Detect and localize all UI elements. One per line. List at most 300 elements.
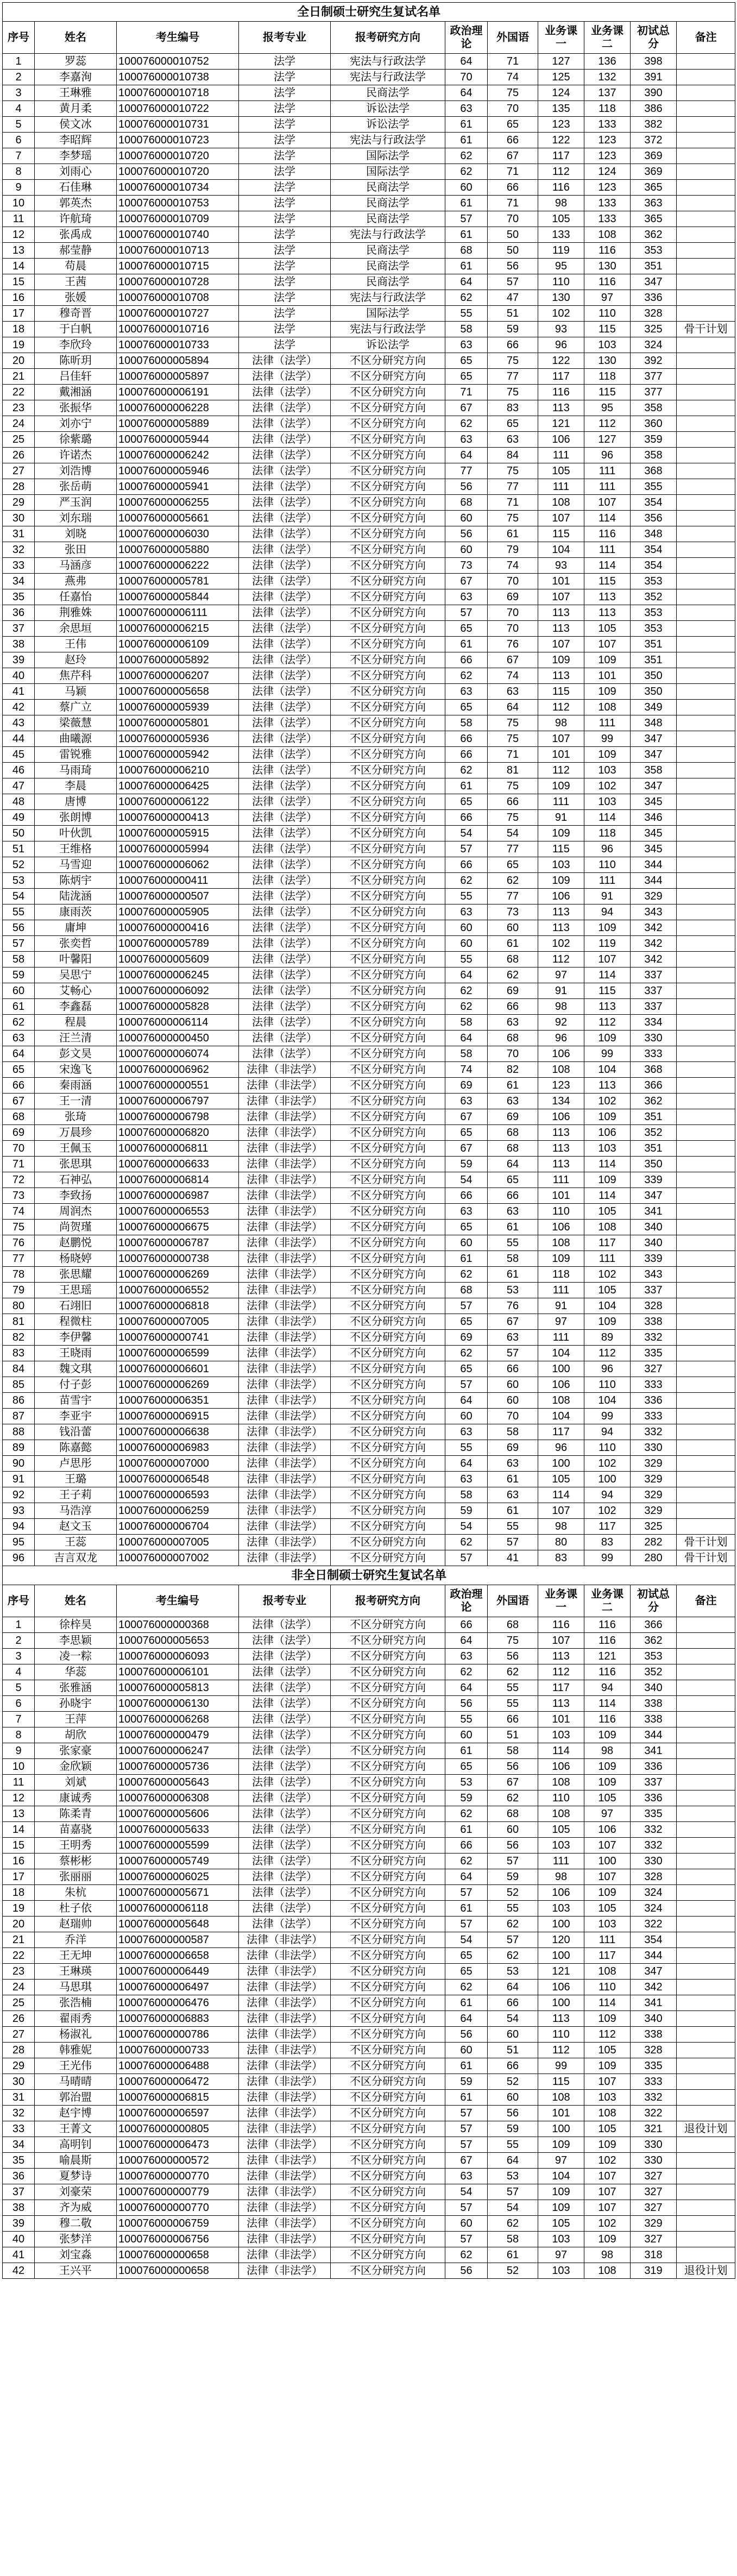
direction-cell: 不区分研究方向 bbox=[331, 637, 445, 652]
candidate-id-cell: 100076000007002 bbox=[117, 1550, 239, 1566]
foreign-language-score-cell: 63 bbox=[488, 1204, 538, 1220]
course1-score-cell: 98 bbox=[538, 999, 584, 1015]
foreign-language-score-cell: 75 bbox=[488, 511, 538, 526]
table-row bbox=[3, 274, 735, 290]
seq-cell: 15 bbox=[3, 274, 35, 290]
politics-score-cell: 67 bbox=[445, 1109, 488, 1125]
remark-cell bbox=[677, 952, 735, 967]
direction-cell: 不区分研究方向 bbox=[331, 684, 445, 700]
major-cell: 法律（非法学） bbox=[239, 2043, 331, 2058]
name-cell: 翟雨秀 bbox=[35, 2011, 117, 2027]
column-header: 业务课一 bbox=[538, 1585, 584, 1617]
name-cell: 陈柔青 bbox=[35, 1806, 117, 1822]
total-score-cell: 324 bbox=[631, 1901, 677, 1917]
column-header: 业务课一 bbox=[538, 22, 584, 54]
remark-cell bbox=[677, 526, 735, 542]
course1-score-cell: 106 bbox=[538, 1980, 584, 1995]
course2-score-cell: 133 bbox=[584, 196, 631, 211]
total-score-cell: 330 bbox=[631, 2153, 677, 2169]
seq-cell: 62 bbox=[3, 1015, 35, 1031]
total-score-cell: 338 bbox=[631, 1314, 677, 1330]
seq-cell: 36 bbox=[3, 605, 35, 621]
candidate-id-cell: 100076000005606 bbox=[117, 1806, 239, 1822]
course1-score-cell: 111 bbox=[538, 479, 584, 495]
remark-cell: 退役计划 bbox=[677, 2121, 735, 2137]
course2-score-cell: 105 bbox=[584, 1204, 631, 1220]
remark-cell bbox=[677, 1141, 735, 1157]
total-score-cell: 398 bbox=[631, 54, 677, 70]
name-cell: 陈炳宇 bbox=[35, 873, 117, 889]
foreign-language-score-cell: 55 bbox=[488, 1680, 538, 1696]
foreign-language-score-cell: 60 bbox=[488, 920, 538, 936]
total-score-cell: 347 bbox=[631, 274, 677, 290]
politics-score-cell: 62 bbox=[445, 1346, 488, 1361]
table-row bbox=[3, 2153, 735, 2169]
major-cell: 法律（法学） bbox=[239, 700, 331, 715]
course1-score-cell: 111 bbox=[538, 1172, 584, 1188]
name-cell: 杜子依 bbox=[35, 1901, 117, 1917]
total-score-cell: 362 bbox=[631, 1633, 677, 1649]
candidate-id-cell: 100076000006062 bbox=[117, 857, 239, 873]
direction-cell: 不区分研究方向 bbox=[331, 1964, 445, 1980]
candidate-id-cell: 100076000005942 bbox=[117, 747, 239, 763]
foreign-language-score-cell: 55 bbox=[488, 1235, 538, 1251]
direction-cell: 不区分研究方向 bbox=[331, 400, 445, 416]
total-score-cell: 332 bbox=[631, 2090, 677, 2106]
course2-score-cell: 130 bbox=[584, 353, 631, 369]
remark-cell bbox=[677, 1204, 735, 1220]
name-cell: 乔洋 bbox=[35, 1932, 117, 1948]
candidate-id-cell: 100076000006553 bbox=[117, 1204, 239, 1220]
table-row bbox=[3, 1649, 735, 1664]
table-header-row bbox=[3, 1585, 735, 1617]
candidate-id-cell: 100076000000786 bbox=[117, 2027, 239, 2043]
course2-score-cell: 115 bbox=[584, 983, 631, 999]
course2-score-cell: 97 bbox=[584, 290, 631, 306]
politics-score-cell: 66 bbox=[445, 652, 488, 668]
course1-score-cell: 113 bbox=[538, 621, 584, 637]
seq-cell: 47 bbox=[3, 778, 35, 794]
candidate-id-cell: 100076000006759 bbox=[117, 2216, 239, 2232]
table-row bbox=[3, 1633, 735, 1649]
politics-score-cell: 62 bbox=[445, 1980, 488, 1995]
course2-score-cell: 109 bbox=[584, 2011, 631, 2027]
course2-score-cell: 83 bbox=[584, 1535, 631, 1550]
candidate-id-cell: 100076000010709 bbox=[117, 211, 239, 227]
major-cell: 法律（法学） bbox=[239, 778, 331, 794]
candidate-id-cell: 100076000005828 bbox=[117, 999, 239, 1015]
table-row bbox=[3, 715, 735, 731]
major-cell: 法律（法学） bbox=[239, 558, 331, 574]
table-row bbox=[3, 1267, 735, 1283]
seq-cell: 94 bbox=[3, 1519, 35, 1535]
major-cell: 法律（法学） bbox=[239, 1838, 331, 1854]
candidate-id-cell: 100076000006798 bbox=[117, 1109, 239, 1125]
major-cell: 法律（法学） bbox=[239, 1759, 331, 1775]
candidate-id-cell: 100076000006111 bbox=[117, 605, 239, 621]
foreign-language-score-cell: 58 bbox=[488, 1424, 538, 1440]
course2-score-cell: 109 bbox=[584, 1727, 631, 1743]
politics-score-cell: 57 bbox=[445, 1377, 488, 1393]
major-cell: 法律（法学） bbox=[239, 652, 331, 668]
table-row bbox=[3, 1535, 735, 1550]
table-row bbox=[3, 1346, 735, 1361]
major-cell: 法律（非法学） bbox=[239, 2153, 331, 2169]
major-cell: 法律（法学） bbox=[239, 763, 331, 778]
seq-cell: 18 bbox=[3, 322, 35, 337]
candidate-id-cell: 100076000006351 bbox=[117, 1393, 239, 1409]
column-header: 业务课二 bbox=[584, 22, 631, 54]
total-score-cell: 369 bbox=[631, 164, 677, 180]
remark-cell bbox=[677, 432, 735, 448]
foreign-language-score-cell: 52 bbox=[488, 2074, 538, 2090]
major-cell: 法律（非法学） bbox=[239, 1109, 331, 1125]
candidate-id-cell: 100076000005905 bbox=[117, 904, 239, 920]
remark-cell bbox=[677, 1283, 735, 1298]
table-row bbox=[3, 920, 735, 936]
total-score-cell: 352 bbox=[631, 1664, 677, 1680]
table-row bbox=[3, 1550, 735, 1566]
table-row bbox=[3, 999, 735, 1015]
table-row bbox=[3, 558, 735, 574]
seq-cell: 72 bbox=[3, 1172, 35, 1188]
name-cell: 杨晓婷 bbox=[35, 1251, 117, 1267]
foreign-language-score-cell: 83 bbox=[488, 400, 538, 416]
course1-score-cell: 108 bbox=[538, 1393, 584, 1409]
course2-score-cell: 101 bbox=[584, 668, 631, 684]
name-cell: 张禹成 bbox=[35, 227, 117, 243]
course1-score-cell: 93 bbox=[538, 558, 584, 574]
course1-score-cell: 133 bbox=[538, 227, 584, 243]
seq-cell: 39 bbox=[3, 2216, 35, 2232]
total-score-cell: 353 bbox=[631, 605, 677, 621]
major-cell: 法律（法学） bbox=[239, 841, 331, 857]
politics-score-cell: 61 bbox=[445, 259, 488, 274]
foreign-language-score-cell: 63 bbox=[488, 432, 538, 448]
course1-score-cell: 91 bbox=[538, 983, 584, 999]
politics-score-cell: 63 bbox=[445, 1649, 488, 1664]
direction-cell: 不区分研究方向 bbox=[331, 2011, 445, 2027]
table-row bbox=[3, 400, 735, 416]
candidate-id-cell: 100076000005781 bbox=[117, 574, 239, 589]
table-row bbox=[3, 1964, 735, 1980]
candidate-id-cell: 100076000006473 bbox=[117, 2137, 239, 2153]
major-cell: 法律（非法学） bbox=[239, 1964, 331, 1980]
total-score-cell: 359 bbox=[631, 432, 677, 448]
direction-cell: 不区分研究方向 bbox=[331, 511, 445, 526]
seq-cell: 32 bbox=[3, 2106, 35, 2121]
politics-score-cell: 58 bbox=[445, 715, 488, 731]
major-cell: 法律（法学） bbox=[239, 1917, 331, 1932]
remark-cell bbox=[677, 1314, 735, 1330]
major-cell: 法学 bbox=[239, 211, 331, 227]
direction-cell: 不区分研究方向 bbox=[331, 1235, 445, 1251]
total-score-cell: 347 bbox=[631, 778, 677, 794]
foreign-language-score-cell: 75 bbox=[488, 731, 538, 747]
remark-cell bbox=[677, 668, 735, 684]
seq-cell: 37 bbox=[3, 2184, 35, 2200]
seq-cell: 22 bbox=[3, 1948, 35, 1964]
course2-score-cell: 99 bbox=[584, 1409, 631, 1424]
seq-cell: 4 bbox=[3, 101, 35, 117]
remark-cell bbox=[677, 1649, 735, 1664]
course2-score-cell: 116 bbox=[584, 1633, 631, 1649]
remark-cell bbox=[677, 416, 735, 432]
table-row bbox=[3, 2200, 735, 2216]
candidate-id-cell: 100076000006638 bbox=[117, 1424, 239, 1440]
course1-score-cell: 109 bbox=[538, 778, 584, 794]
total-score-cell: 352 bbox=[631, 589, 677, 605]
remark-cell bbox=[677, 511, 735, 526]
table-row bbox=[3, 889, 735, 904]
candidate-id-cell: 100076000006109 bbox=[117, 637, 239, 652]
remark-cell bbox=[677, 1838, 735, 1854]
course2-score-cell: 136 bbox=[584, 54, 631, 70]
foreign-language-score-cell: 66 bbox=[488, 337, 538, 353]
course2-score-cell: 108 bbox=[584, 1964, 631, 1980]
total-score-cell: 337 bbox=[631, 1283, 677, 1298]
column-header: 初试总分 bbox=[631, 22, 677, 54]
major-cell: 法律（非法学） bbox=[239, 2247, 331, 2263]
major-cell: 法律（非法学） bbox=[239, 2232, 331, 2247]
direction-cell: 不区分研究方向 bbox=[331, 1078, 445, 1094]
direction-cell: 诉讼法学 bbox=[331, 337, 445, 353]
seq-cell: 96 bbox=[3, 1550, 35, 1566]
total-score-cell: 353 bbox=[631, 243, 677, 259]
candidate-id-cell: 100076000006597 bbox=[117, 2106, 239, 2121]
candidate-id-cell: 100076000010722 bbox=[117, 101, 239, 117]
candidate-id-cell: 100076000006787 bbox=[117, 1235, 239, 1251]
course2-score-cell: 109 bbox=[584, 652, 631, 668]
name-cell: 苗嘉骁 bbox=[35, 1822, 117, 1838]
course2-score-cell: 103 bbox=[584, 2090, 631, 2106]
seq-cell: 38 bbox=[3, 637, 35, 652]
candidate-id-cell: 100076000000770 bbox=[117, 2200, 239, 2216]
column-header: 外国语 bbox=[488, 1585, 538, 1617]
name-cell: 王蕊 bbox=[35, 1535, 117, 1550]
seq-cell: 73 bbox=[3, 1188, 35, 1204]
foreign-language-score-cell: 61 bbox=[488, 1220, 538, 1235]
seq-cell: 13 bbox=[3, 1806, 35, 1822]
total-score-cell: 362 bbox=[631, 227, 677, 243]
remark-cell bbox=[677, 1046, 735, 1062]
seq-cell: 36 bbox=[3, 2169, 35, 2184]
direction-cell: 宪法与行政法学 bbox=[331, 227, 445, 243]
remark-cell bbox=[677, 763, 735, 778]
course1-score-cell: 106 bbox=[538, 1885, 584, 1901]
major-cell: 法律（非法学） bbox=[239, 1346, 331, 1361]
seq-cell: 85 bbox=[3, 1377, 35, 1393]
total-score-cell: 319 bbox=[631, 2263, 677, 2279]
politics-score-cell: 65 bbox=[445, 369, 488, 385]
course2-score-cell: 118 bbox=[584, 826, 631, 841]
course2-score-cell: 116 bbox=[584, 1712, 631, 1727]
seq-cell: 4 bbox=[3, 1664, 35, 1680]
name-cell: 王佩玉 bbox=[35, 1141, 117, 1157]
major-cell: 法律（非法学） bbox=[239, 1204, 331, 1220]
name-cell: 赵鹏悦 bbox=[35, 1235, 117, 1251]
foreign-language-score-cell: 54 bbox=[488, 2011, 538, 2027]
course2-score-cell: 123 bbox=[584, 133, 631, 148]
major-cell: 法学 bbox=[239, 196, 331, 211]
seq-cell: 24 bbox=[3, 416, 35, 432]
name-cell: 张琦 bbox=[35, 1109, 117, 1125]
name-cell: 万晨珍 bbox=[35, 1125, 117, 1141]
politics-score-cell: 57 bbox=[445, 2106, 488, 2121]
candidate-id-cell: 100076000007005 bbox=[117, 1535, 239, 1550]
major-cell: 法学 bbox=[239, 306, 331, 322]
candidate-id-cell: 100076000006883 bbox=[117, 2011, 239, 2027]
course1-score-cell: 113 bbox=[538, 1649, 584, 1664]
column-header: 外国语 bbox=[488, 22, 538, 54]
total-score-cell: 329 bbox=[631, 889, 677, 904]
remark-cell bbox=[677, 920, 735, 936]
course1-score-cell: 101 bbox=[538, 2106, 584, 2121]
course2-score-cell: 107 bbox=[584, 637, 631, 652]
direction-cell: 不区分研究方向 bbox=[331, 1838, 445, 1854]
course2-score-cell: 100 bbox=[584, 1854, 631, 1869]
course2-score-cell: 114 bbox=[584, 558, 631, 574]
major-cell: 法律（法学） bbox=[239, 826, 331, 841]
direction-cell: 不区分研究方向 bbox=[331, 1519, 445, 1535]
course2-score-cell: 123 bbox=[584, 180, 631, 196]
course1-score-cell: 100 bbox=[538, 1361, 584, 1377]
seq-cell: 29 bbox=[3, 495, 35, 511]
remark-cell bbox=[677, 904, 735, 920]
direction-cell: 不区分研究方向 bbox=[331, 1948, 445, 1964]
table-row bbox=[3, 211, 735, 227]
candidate-id-cell: 100076000006704 bbox=[117, 1519, 239, 1535]
course2-score-cell: 102 bbox=[584, 1503, 631, 1519]
direction-cell: 不区分研究方向 bbox=[331, 1633, 445, 1649]
name-cell: 罗蕊 bbox=[35, 54, 117, 70]
course1-score-cell: 106 bbox=[538, 1377, 584, 1393]
course1-score-cell: 117 bbox=[538, 1424, 584, 1440]
name-cell: 张雅涵 bbox=[35, 1680, 117, 1696]
course1-score-cell: 119 bbox=[538, 243, 584, 259]
politics-score-cell: 61 bbox=[445, 1901, 488, 1917]
foreign-language-score-cell: 58 bbox=[488, 1743, 538, 1759]
direction-cell: 不区分研究方向 bbox=[331, 1046, 445, 1062]
candidate-id-cell: 100076000006268 bbox=[117, 1712, 239, 1727]
seq-cell: 9 bbox=[3, 1743, 35, 1759]
major-cell: 法律（法学） bbox=[239, 495, 331, 511]
major-cell: 法律（法学） bbox=[239, 1822, 331, 1838]
seq-cell: 19 bbox=[3, 337, 35, 353]
politics-score-cell: 56 bbox=[445, 1696, 488, 1712]
course1-score-cell: 105 bbox=[538, 211, 584, 227]
course1-score-cell: 106 bbox=[538, 1759, 584, 1775]
seq-cell: 64 bbox=[3, 1046, 35, 1062]
column-header: 序号 bbox=[3, 1585, 35, 1617]
politics-score-cell: 67 bbox=[445, 1141, 488, 1157]
total-score-cell: 344 bbox=[631, 857, 677, 873]
name-cell: 戴湘涵 bbox=[35, 385, 117, 400]
direction-cell: 不区分研究方向 bbox=[331, 1775, 445, 1790]
politics-score-cell: 55 bbox=[445, 1712, 488, 1727]
candidate-id-cell: 100076000000805 bbox=[117, 2121, 239, 2137]
politics-score-cell: 73 bbox=[445, 558, 488, 574]
major-cell: 法律（非法学） bbox=[239, 1172, 331, 1188]
remark-cell bbox=[677, 574, 735, 589]
foreign-language-score-cell: 51 bbox=[488, 2043, 538, 2058]
total-score-cell: 392 bbox=[631, 353, 677, 369]
course2-score-cell: 102 bbox=[584, 1267, 631, 1283]
remark-cell bbox=[677, 2043, 735, 2058]
foreign-language-score-cell: 59 bbox=[488, 1869, 538, 1885]
politics-score-cell: 61 bbox=[445, 1251, 488, 1267]
course1-score-cell: 120 bbox=[538, 1932, 584, 1948]
foreign-language-score-cell: 54 bbox=[488, 826, 538, 841]
remark-cell bbox=[677, 1869, 735, 1885]
candidate-id-cell: 100076000006118 bbox=[117, 1901, 239, 1917]
total-score-cell: 333 bbox=[631, 1046, 677, 1062]
table-row bbox=[3, 416, 735, 432]
direction-cell: 不区分研究方向 bbox=[331, 1503, 445, 1519]
course1-score-cell: 101 bbox=[538, 747, 584, 763]
table-row bbox=[3, 1235, 735, 1251]
major-cell: 法律（法学） bbox=[239, 448, 331, 463]
total-score-cell: 337 bbox=[631, 967, 677, 983]
remark-cell bbox=[677, 936, 735, 952]
course2-score-cell: 100 bbox=[584, 1472, 631, 1487]
candidate-id-cell: 100076000006797 bbox=[117, 1094, 239, 1109]
candidate-id-cell: 100076000010734 bbox=[117, 180, 239, 196]
table-row bbox=[3, 2106, 735, 2121]
seq-cell: 93 bbox=[3, 1503, 35, 1519]
politics-score-cell: 65 bbox=[445, 1220, 488, 1235]
politics-score-cell: 59 bbox=[445, 2074, 488, 2090]
politics-score-cell: 62 bbox=[445, 1854, 488, 1869]
politics-score-cell: 61 bbox=[445, 196, 488, 211]
course2-score-cell: 115 bbox=[584, 574, 631, 589]
name-cell: 韩雅妮 bbox=[35, 2043, 117, 2058]
course1-score-cell: 121 bbox=[538, 1964, 584, 1980]
course1-score-cell: 92 bbox=[538, 1015, 584, 1031]
candidate-id-cell: 100076000010715 bbox=[117, 259, 239, 274]
table-row bbox=[3, 2074, 735, 2090]
seq-cell: 12 bbox=[3, 1790, 35, 1806]
seq-cell: 24 bbox=[3, 1980, 35, 1995]
total-score-cell: 343 bbox=[631, 904, 677, 920]
name-cell: 余思垣 bbox=[35, 621, 117, 637]
direction-cell: 不区分研究方向 bbox=[331, 747, 445, 763]
name-cell: 吕佳轩 bbox=[35, 369, 117, 385]
seq-cell: 12 bbox=[3, 227, 35, 243]
foreign-language-score-cell: 74 bbox=[488, 558, 538, 574]
seq-cell: 65 bbox=[3, 1062, 35, 1078]
course1-score-cell: 109 bbox=[538, 873, 584, 889]
seq-cell: 7 bbox=[3, 1712, 35, 1727]
total-score-cell: 328 bbox=[631, 1869, 677, 1885]
seq-cell: 41 bbox=[3, 2247, 35, 2263]
direction-cell: 不区分研究方向 bbox=[331, 999, 445, 1015]
total-score-cell: 330 bbox=[631, 1854, 677, 1869]
direction-cell: 不区分研究方向 bbox=[331, 2263, 445, 2279]
name-cell: 魏文琪 bbox=[35, 1361, 117, 1377]
course1-score-cell: 106 bbox=[538, 1046, 584, 1062]
seq-cell: 78 bbox=[3, 1267, 35, 1283]
politics-score-cell: 57 bbox=[445, 841, 488, 857]
candidate-id-cell: 100076000005946 bbox=[117, 463, 239, 479]
foreign-language-score-cell: 75 bbox=[488, 810, 538, 826]
course2-score-cell: 107 bbox=[584, 495, 631, 511]
major-cell: 法学 bbox=[239, 133, 331, 148]
table-row bbox=[3, 463, 735, 479]
course1-score-cell: 114 bbox=[538, 1487, 584, 1503]
total-score-cell: 347 bbox=[631, 747, 677, 763]
name-cell: 马雨琦 bbox=[35, 763, 117, 778]
